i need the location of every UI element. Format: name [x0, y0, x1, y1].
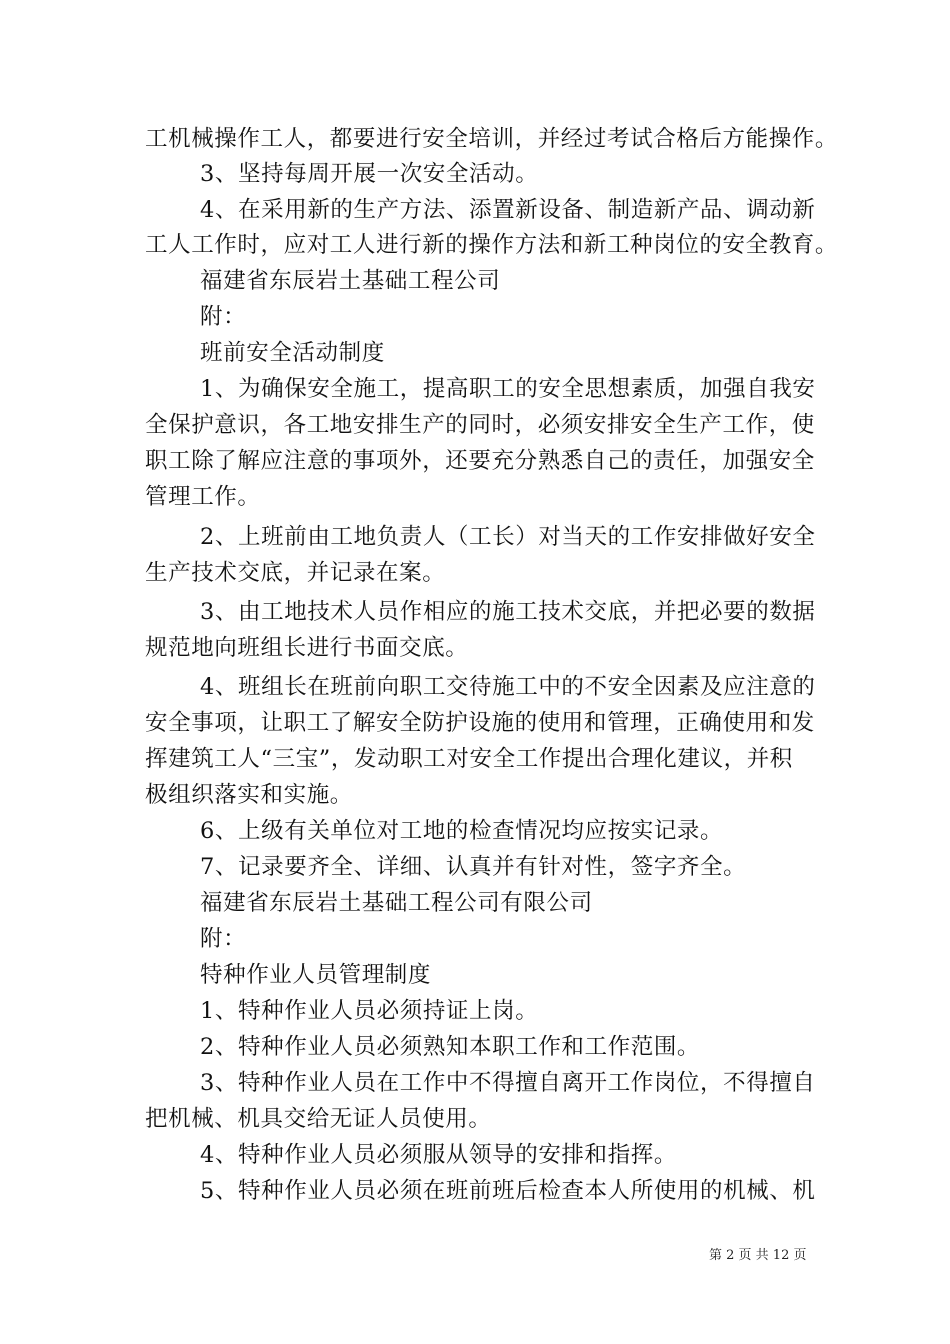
company-name: 福建省东辰岩土基础工程公司有限公司 — [200, 890, 593, 916]
section-title: 特种作业人员管理制度 — [200, 962, 432, 988]
body-line: 2、上班前由工地负责人（工长）对当天的工作安排做好安全 — [200, 524, 816, 550]
body-line: 2、特种作业人员必须熟知本职工作和工作范围。 — [200, 1034, 701, 1060]
body-line: 极组织落实和实施。 — [145, 782, 353, 808]
company-name: 福建省东辰岩土基础工程公司 — [200, 268, 501, 294]
body-line: 把机械、机具交给无证人员使用。 — [145, 1106, 492, 1132]
body-line: 3、特种作业人员在工作中不得擅自离开工作岗位，不得擅自 — [200, 1070, 816, 1096]
body-line: 4、在采用新的生产方法、添置新设备、制造新产品、调动新 — [200, 197, 816, 223]
body-line: 3、由工地技术人员作相应的施工技术交底，并把必要的数据 — [200, 599, 816, 625]
body-line: 4、特种作业人员必须服从领导的安排和指挥。 — [200, 1142, 677, 1168]
attachment-label: 附： — [200, 304, 247, 330]
body-line: 6、上级有关单位对工地的检查情况均应按实记录。 — [200, 818, 724, 844]
body-line: 工人工作时，应对工人进行新的操作方法和新工种岗位的安全教育。 — [145, 232, 839, 258]
body-line: 挥建筑工人“三宝”，发动职工对安全工作提出合理化建议，并积 — [145, 746, 793, 772]
page-number: 第 2 页 共 12 页 — [709, 1248, 807, 1263]
body-line: 工机械操作工人，都要进行安全培训，并经过考试合格后方能操作。 — [145, 126, 839, 152]
body-line: 管理工作。 — [145, 484, 261, 510]
body-line: 1、为确保安全施工，提高职工的安全思想素质，加强自我安 — [200, 376, 816, 402]
body-line: 生产技术交底，并记录在案。 — [145, 560, 446, 586]
body-line: 5、特种作业人员必须在班前班后检查本人所使用的机械、机 — [200, 1178, 816, 1204]
body-line: 规范地向班组长进行书面交底。 — [145, 635, 469, 661]
body-line: 4、班组长在班前向职工交待施工中的不安全因素及应注意的 — [200, 674, 816, 700]
body-line: 7、记录要齐全、详细、认真并有针对性，签字齐全。 — [200, 854, 747, 880]
body-line: 1、特种作业人员必须持证上岗。 — [200, 998, 539, 1024]
body-line: 全保护意识，各工地安排生产的同时，必须安排安全生产工作，使 — [145, 412, 815, 438]
body-line: 职工除了解应注意的事项外，还要充分熟悉自己的责任，加强安全 — [145, 448, 815, 474]
attachment-label: 附： — [200, 926, 247, 952]
body-line: 安全事项，让职工了解安全防护设施的使用和管理，正确使用和发 — [145, 710, 815, 736]
body-line: 3、坚持每周开展一次安全活动。 — [200, 161, 539, 187]
section-title: 班前安全活动制度 — [200, 340, 385, 366]
